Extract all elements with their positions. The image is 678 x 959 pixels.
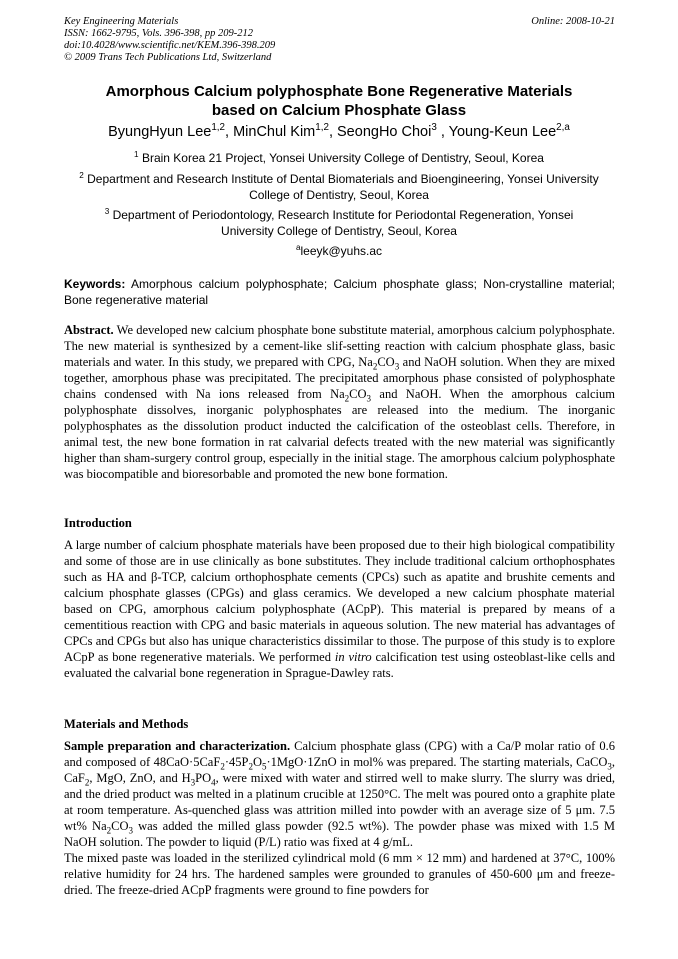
methods-text: PO [195, 771, 212, 785]
methods-text: Calcium phosphate glass (CPG) with a Ca/P molar ratio of 0.6 and composed of 48CaO·5CaF [64, 739, 615, 769]
author-separator: , [225, 124, 234, 140]
methods-text: ·45P [224, 755, 249, 769]
affiliation-2 [56, 171, 622, 203]
abstract-label: Abstract. [64, 323, 114, 337]
affiliation-mark: 2 [79, 171, 84, 180]
journal-header [64, 16, 615, 64]
methods-text: , MgO, ZnO, and H [89, 771, 191, 785]
subscript: 5 [261, 761, 267, 772]
email-link[interactable]: leeyk@yuhs.ac [300, 244, 383, 258]
subscript: 2 [220, 761, 225, 772]
affiliation-text: University College of Dentistry, Seoul, Korea [221, 224, 457, 238]
introduction-text: A large number of calcium phosphate materials have been proposed due to their high biological compatibility and some of those are in use clinically as bone substitutes. They include traditional calcium orthophosphates such as HA and β-TCP, calcium orthophosphate cements (CPCs) such as apatite and brushite cements and calcium phosphate glasses (CPGs) and glass ceramics. We developed a new calcium phosphate material based on CPG, amorphous calcium polyphosphate (ACpP). This material is prepared by means of a cementitious reaction with CPG and basic materials in aqueous solution. The new material has advantages of CPCs and CPGs but also has unique characteristics dissimilar to those. The purpose of this study is to explore ACpP as bone regenerative materials. We performed [64, 538, 615, 664]
journal-name: Key Engineering Materials [64, 16, 179, 27]
affiliation-text: Department and Research Institute of Dental Biomaterials and Bioengineering, Yonsei University [87, 172, 599, 186]
keywords-text: Amorphous calcium polyphosphate; Calcium phosphate glass; Non-crystalline material; Bone regenerative material [64, 277, 616, 307]
subscript: 3 [128, 825, 133, 836]
methods-paragraph-2: The mixed paste was loaded in the sterilized cylindrical mold (6 mm × 12 mm) and hardened at 37°C, 100% relative humidity for 24 hrs. The hardened samples were grounded to granules of 450-600 μm and freeze-dried. The freeze-dried ACpP fragments were ground to fine powders for [64, 851, 615, 897]
affiliation-mark: 1 [134, 150, 139, 159]
keywords [64, 276, 615, 308]
subscript: 2 [84, 777, 90, 788]
author-separator: , [436, 124, 449, 140]
subscript: 4 [211, 777, 216, 788]
author-name: SeongHo Choi [337, 124, 432, 140]
introduction-heading: Introduction [64, 516, 132, 530]
affiliation-mark: 3 [104, 207, 110, 216]
methods-text: , CaF [64, 755, 615, 785]
affiliation-text: Brain Korea 21 Project, Yonsei University College of Dentistry, Seoul, Korea [141, 151, 544, 165]
keywords-label: Keywords: [64, 277, 126, 291]
abstract-text: We developed new calcium phosphate bone substitute material, amorphous calcium polyphosphate. The new material is synthesized by a cement-like slif-setting reaction with calcium phosphate glass, basic materials and water. In this study, we prepared with CPG, Na [64, 323, 616, 369]
doi-line[interactable]: doi:10.4028/www.scientific.net/KEM.396-398.209 [64, 40, 276, 51]
paper-title [40, 82, 638, 120]
subscript: 2 [106, 825, 112, 836]
author-email [56, 243, 622, 259]
author-name: Young-Keun Lee [448, 124, 557, 140]
methods-text: , were mixed with water and stirred well to make slurry. The slurry was dried, and the dried product was melted in a platinum crucible at 1250°C. The melt was poured onto a graphite plate at room temperature. As-quenched glass was attrition milled into powder with an average size of 5 μm. 7.5 wt% Na [64, 771, 615, 833]
email-mark: a [295, 243, 301, 252]
affiliation-1 [56, 150, 622, 166]
methods-subheading: Sample preparation and characterization. [64, 739, 291, 753]
introduction-body [64, 537, 615, 681]
subscript: 2 [248, 761, 253, 772]
title-line-1: Amorphous Calcium polyphosphate Bone Regenerative Materials [105, 83, 573, 100]
affiliation-text: Department of Periodontology, Research Institute for Periodontal Regeneration, Yonsei [112, 208, 574, 222]
introduction-text: calcification test using osteoblast-like cells and evaluated the calvarial bone regeneration in Sprague-Dawley rats. [64, 650, 615, 680]
online-date: Online: 2008-10-21 [531, 16, 615, 27]
abstract-text: and NaOH solution. When they are mixed together, amorphous phase was precipitated. The precipitated amorphous phase consisted of polyphosphate chains condensed with Na ions released from Na [64, 355, 616, 401]
author-name: MinChul Kim [233, 124, 316, 140]
abstract-text: and NaOH. When the amorphous calcium polyphosphate dissolves, inorganic polyphosphates are released into the medium. The inorganic polyphosphates as the dissolution product inducted the calcification of the osteoblast cells. Therefore, in animal test, the new bone formation in rat calvarial defects treated with the new material was significantly higher than sham-surgery control group, especially in the initial stage. The amorphous calcium polyphosphate was biocompatible and bioresorbable and promoted the new bone formation. [64, 387, 615, 481]
abstract-text: CO [349, 387, 367, 401]
subscript: 2 [344, 393, 350, 404]
affiliation-text: College of Dentistry, Seoul, Korea [249, 188, 429, 202]
author-separator: , [328, 124, 338, 140]
subscript: 2 [372, 361, 378, 372]
subscript: 3 [394, 361, 400, 372]
methods-body [64, 738, 615, 898]
subscript: 3 [607, 761, 612, 772]
issn-line: ISSN: 1662-9795, Vols. 396-398, pp 209-212 [64, 28, 253, 39]
methods-text: ·1MgO·1ZnO in mol% was prepared. The starting materials, CaCO [266, 755, 608, 769]
author-affiliation-mark: 1,2 [211, 122, 226, 134]
abstract [64, 322, 615, 482]
methods-text: was added the milled glass powder (92.5 wt%). The powder phase was mixed with 1.5 M NaOH solution. The powder to liquid (P/L) ratio was fixed at 4 g/mL. [64, 819, 615, 849]
methods-text: O [252, 755, 262, 769]
author-name: ByungHyun Lee [108, 124, 212, 140]
affiliation-3 [56, 207, 622, 239]
subscript: 3 [366, 393, 372, 404]
italic-term: in vitro [334, 650, 372, 664]
methods-heading: Materials and Methods [64, 717, 189, 731]
copyright-line: © 2009 Trans Tech Publications Ltd, Switzerland [64, 52, 272, 63]
methods-text: CO [111, 819, 129, 833]
subscript: 3 [190, 777, 196, 788]
author-affiliation-mark: 1,2 [315, 122, 329, 134]
author-affiliation-mark: 2,a [556, 122, 570, 134]
title-line-2: based on Calcium Phosphate Glass [211, 102, 467, 119]
abstract-text: CO [377, 355, 395, 369]
author-list [40, 122, 638, 142]
author-affiliation-mark: 3 [431, 122, 437, 134]
